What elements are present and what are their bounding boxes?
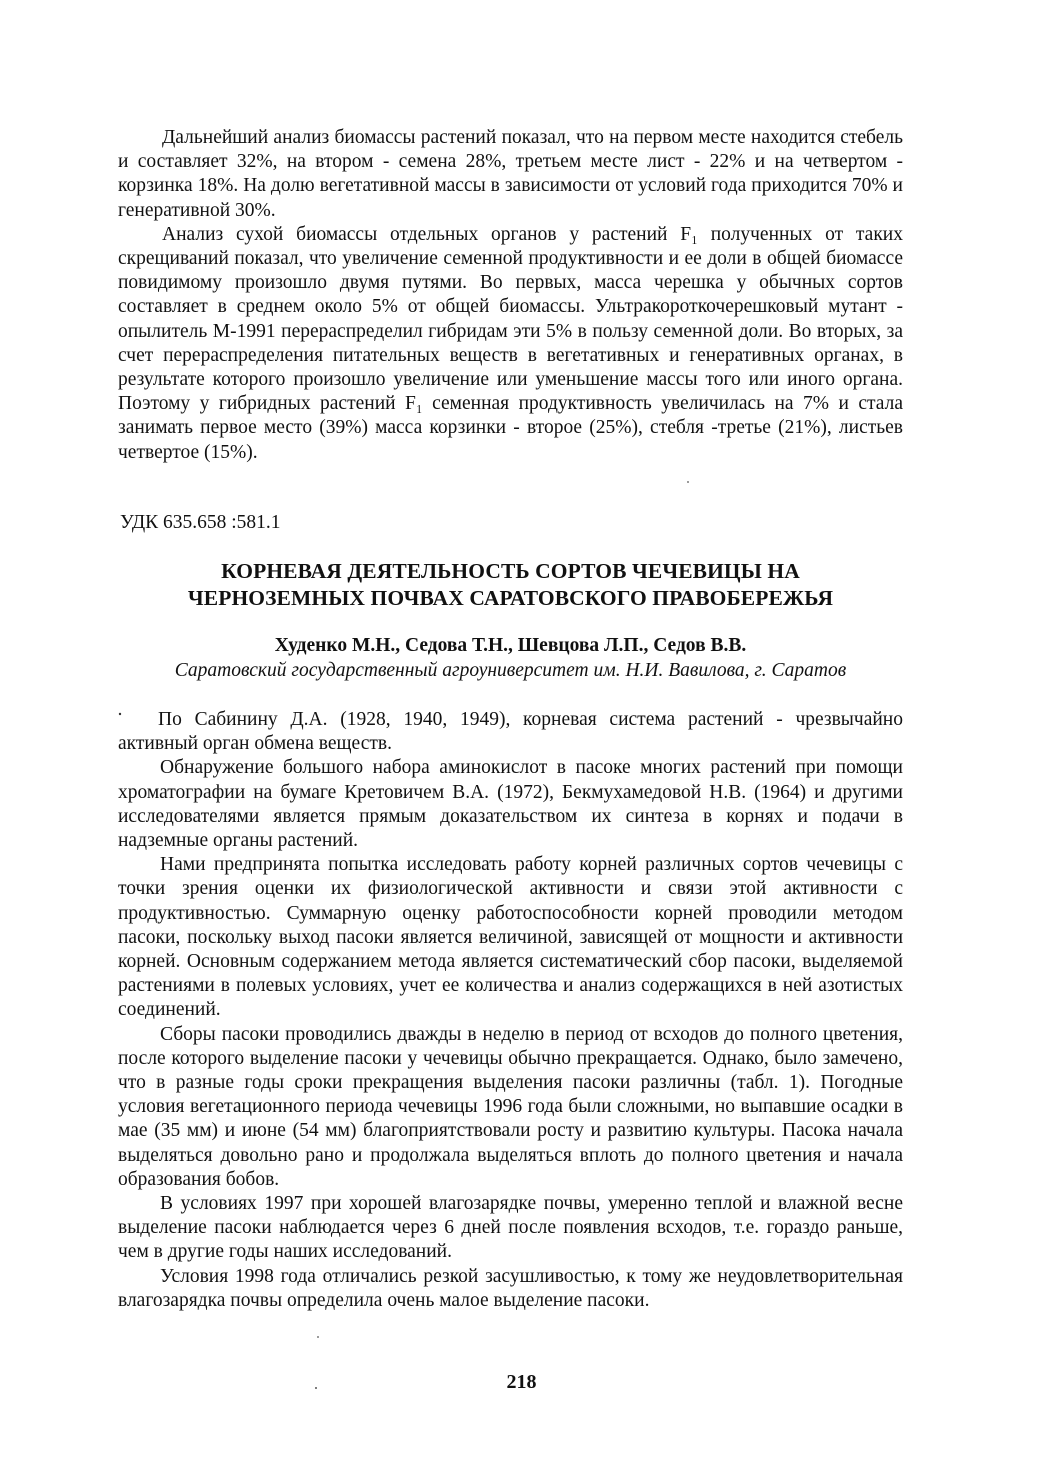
scan-speck [687, 481, 689, 483]
intro-paragraph: Анализ сухой биомассы отдельных органов у растений F₁ полученных от таких скрещиваний показал, что увеличение семенной продуктивности и ее доли в общей биомассе повидимому произошло двумя путями. Во первых, масса черешка у обычных сортов составляет в среднем около 5% от общей биомассы. Ультракороткочерешковый мутант - опылитель М-1991 перераспределил гибридам эти 5% в пользу семенной доли. Во вторых, за счет перераспределения питательных веществ в вегетативных и генеративных органах, в результате которого произошло увеличение или уменьшение массы того или иного органа. Поэтому у гибридных растений F₁ семенная продуктивность увеличилась на 7% и стала занимать первое место (39%) масса корзинки - второе (25%), стебля -третье (21%), листьев четвертое (15%). [118, 223, 903, 463]
body-paragraph: Нами предпринята попытка исследовать работу корней различных сортов чечевицы с точки зрения оценки их физиологической активности и связи этой активности с продуктивностью. Суммарную оценку работоспособности корней проводили методом пасоки, поскольку выход пасоки является величиной, зависящей от мощности и активности корней. Основным содержанием метода является систематический сбор пасоки, выделяемой растениями в полевых условиях, учет ее количества и анализ содержащихся в ней азотистых соединений. [118, 854, 903, 1021]
article-authors: Худенко М.Н., Седова Т.Н., Шевцова Л.П., Седов В.В. [274, 635, 747, 656]
body-paragraph: По Сабинину Д.А. (1928, 1940, 1949), корневая система растений - чрезвычайно активный орган обмена веществ. [118, 709, 903, 755]
article-body [118, 708, 903, 1313]
article-title [118, 558, 903, 612]
body-paragraph: Обнаружение большого набора аминокислот в пасоке многих растений при помощи хроматографии на бумаге Кретовичем В.А. (1972), Бекмухамедовой Н.В. (1964) и другими исследователями является прямым доказательством их синтеза в корнях и подачи в надземные органы растений. [118, 757, 903, 852]
intro-section [118, 126, 903, 465]
article-title-line: КОРНЕВАЯ ДЕЯТЕЛЬНОСТЬ СОРТОВ ЧЕЧЕВИЦЫ НА [221, 559, 800, 583]
scan-speck [317, 1336, 319, 1338]
body-paragraph: В условиях 1997 при хорошей влагозарядке почвы, умеренно теплой и влажной весне выделение пасоки наблюдается через 6 дней после появления всходов, т.е. гораздо раньше, чем в другие годы наших исследований. [118, 1193, 903, 1263]
body-paragraph: Сборы пасоки проводились дважды в неделю в период от всходов до полного цветения, после которого выделение пасоки у чечевицы обычно прекращается. Однако, было замечено, что в разные годы сроки прекращения выделения пасоки различны (табл. 1). Погодные условия вегетационного периода чечевицы 1996 года были сложными, но выпавшие осадки в мае (35 мм) и июне (54 мм) благоприятствовали росту и развитию культуры. Пасока начала выделяться довольно рано и продолжала выделяться вплоть до полного цветения и начала образования бобов. [118, 1023, 903, 1190]
udk-code: УДК 635.658 :581.1 [120, 512, 281, 533]
intro-paragraph: Дальнейший анализ биомассы растений показал, что на первом месте находится стебель и составляет 32%, на втором - семена 28%, третьем месте лист - 22% и на четвертом - корзинка 18%. На долю вегетативной массы в зависимости от условий года приходится 70% и генеративной 30%. [118, 127, 903, 221]
article-affiliation: Саратовский государственный агроуниверситет им. Н.И. Вавилова, г. Саратов [174, 660, 847, 681]
article-title-line: ЧЕРНОЗЕМНЫХ ПОЧВАХ САРАТОВСКОГО ПРАВОБЕРЕЖЬЯ [187, 586, 834, 610]
body-paragraph: Условия 1998 года отличались резкой засушливостью, к тому же неудовлетворительная влагозарядка почвы определила очень малое выделение пасоки. [118, 1265, 903, 1311]
page-number: 218 [506, 1371, 537, 1393]
